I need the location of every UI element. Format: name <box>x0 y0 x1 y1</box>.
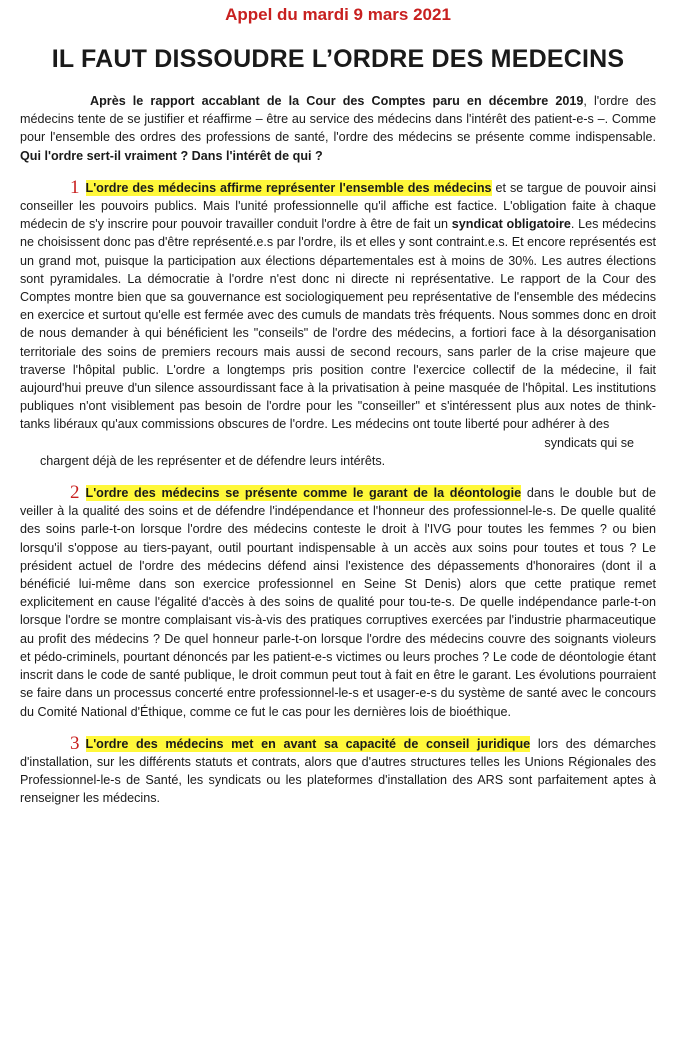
section-1-tail-last: chargent déjà de les représenter et de défendre leurs intérêts. <box>40 453 386 468</box>
section-3-text-a: lors des démarches d'installation, sur les différents statuts et contrats, alors que d'autres structures telles les Unions Régionales des Professionnel-le-s de Santé, les syndicats ou les plateformes d'installation des ARS sont parfaitement aptes à renseigner les médecins. <box>20 736 656 806</box>
section-3-highlight: L'ordre des médecins met en avant sa capacité de conseil juridique <box>85 736 531 751</box>
section-2 <box>20 484 656 721</box>
document-date: Appel du mardi 9 mars 2021 <box>225 5 451 24</box>
section-1 <box>20 176 657 470</box>
intro-paragraph <box>20 92 656 165</box>
section-3 <box>20 732 656 808</box>
section-1-text-a: et se targue de pouvoir ainsi conseiller les pouvoirs publics. Mais l'unité professionnelle qu'il affiche est factice. L'obligation faite à chaque médecin de s'y inscrire pour pouvoir travailler conduit l'ordre à être de fait un <box>20 180 656 232</box>
section-3-number: 3 <box>70 732 80 754</box>
intro-bold-lead: Après le rapport accablant de la Cour des Comptes paru en décembre 2019 <box>90 94 584 108</box>
section-1-text-b: . Les médecins ne choisissent donc pas d'être représenté.e.s par l'ordre, ils et elles y sont contraint.e.s. Et encore représentés est un grand mot, puisque la participation aux élections départementales est à moins de 30%. Les autres élections sont pyramidales. La démocratie à l'ordre n'est donc ni directe ni représentative. Le rapport de la Cour des Comptes montre bien que sa gouvernance est sociologiquement peu représentative de l'ensemble des médecins en exercice et surtout qu'elle est fermée avec des cumuls de mandats très fréquents. Nous sommes donc en droit de nous demander à qui bénéficient les "conseils" de l'ordre des médecins, a fortiori face à la désorganisation territoriale des soins de premiers recours mais aussi de second recours, sans parler de la crise majeure que traverse l'hôpital public. L'ordre a longtemps pris position contre l'exercice collectif de la médecine, il fait aujourd'hui preuve d'un silence assourdissant face à la privatisation à peine masquée de l'hôpital. Les institutions publiques n'ont visiblement pas besoin de l'ordre pour les "conseiller" et s'intéressent plus aux notes de think-tanks libéraux qu'aux commissions obscures de l'ordre. Les médecins ont toute liberté pour adhérer à des <box>20 217 657 432</box>
document-title: IL FAUT DISSOUDRE L’ORDRE DES MEDECINS <box>51 45 625 73</box>
section-1-bold: syndicat obligatoire <box>451 217 571 232</box>
section-2-text-a: dans le double but de veiller à la qualité des soins et de défendre l'indépendance et l'honneur des professionnel-le-s. De quelle qualité des soins parle-t-on lorsque l'ordre des médecins conteste le droit à l'IVG pour toutes les femmes ? ou bien lorsqu'il s'oppose au tiers-payant, outil pourtant indispensable à un accès aux soins pour toutes et tous ? Le président actuel de l'ordre des médecins défend ainsi l'existence des dépassements d'honoraires (dont il a bénéficié lui-même dans son exercice professionnel en Seine St Denis) alors que cette pratique remet explicitement en cause l'égalité d'accès à des soins de qualité pour tou-te-s. De quelle indépendance parle-t-on lorsque l'ordre se montre complaisant vis-à-vis des pratiques corruptives exercées par l'industrie pharmaceutique au profit des médecins ? De quel honneur parle-t-on lorsque l'ordre des médecins couvre des soignants violeurs et pédo-criminels, pourtant dénoncés par les patient-e-s victimes ou leurs proches ? Le code de déontologie étant inscrit dans le code de santé publique, le droit commun peut tout à fait en être le garant. Les évolutions pourraient se faire dans un processus concerté entre professionnel-le-s et usager-e-s du système de santé avec le concours du Comité National d'Éthique, comme ce fut le cas pour les dernières lois de bioéthique. <box>20 486 656 719</box>
section-2-number: 2 <box>70 482 80 504</box>
section-1-number: 1 <box>70 176 80 198</box>
section-1-tail-right: syndicats qui se <box>544 435 634 450</box>
intro-text: , l'ordre des médecins tente de se justifier et réaffirme – être au service des médecins dans l'intérêt des patient-e-s –. Comme pour l'ensemble des ordres des professions de santé, l'ordre des médecins se présente comme indispensable. <box>20 94 657 145</box>
section-1-highlight: L'ordre des médecins affirme représenter l'ensemble des médecins <box>85 180 492 195</box>
intro-question: Qui l'ordre sert-il vraiment ? Dans l'intérêt de qui ? <box>20 148 323 163</box>
section-2-highlight: L'ordre des médecins se présente comme le garant de la déontologie <box>85 486 522 501</box>
